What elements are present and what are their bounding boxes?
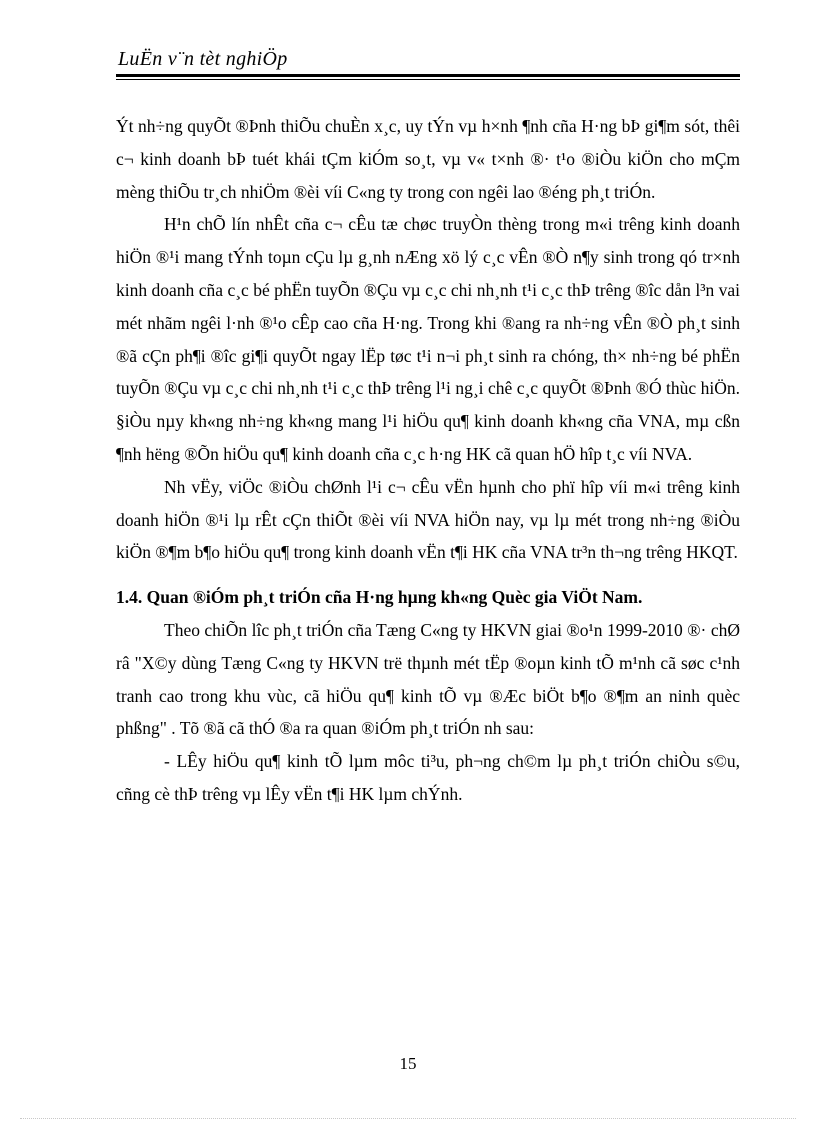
running-header-title: LuËn v¨n tèt nghiÖp (118, 48, 288, 70)
body-text (116, 110, 740, 811)
page-number: 15 (399, 1054, 417, 1073)
page-bottom-border (20, 1118, 796, 1119)
bullet-paragraph: - LÊy hiÖu qu¶ kinh tÕ lµm môc ti³u, ph¬ng ch©m lµ ph¸t triÓn chiÒu s©u, cñng cè thÞ trêng vµ lÊy vËn t¶i HK lµm chÝnh. (116, 751, 740, 804)
section-heading: 1.4. Quan ®iÓm ph¸t triÓn cña H·ng hµng kh«ng Quèc gia ViÖt Nam. (116, 587, 643, 608)
header-rule-thin (116, 79, 740, 80)
paragraph-continued: Ýt nh÷ng quyÕt ®Þnh thiÕu chuÈn x¸c, uy tÝn vµ h×nh ¶nh cña H·ng bÞ gi¶m sót, thêi c¬ kinh doanh bÞ tuét khái tÇm kiÓm so¸t, vµ v« t×nh ®· t¹o ®iÒu kiÖn cho mÇm mèng thiÕu tr¸ch nhiÖm ®èi víi C«ng ty trong con ngêi lao ®éng ph¸t triÓn. (116, 116, 740, 202)
paragraph: Theo chiÕn lîc ph¸t triÓn cña Tæng C«ng ty HKVN giai ®o¹n 1999-2010 ®· chØ râ "X©y dùng Tæng C«ng ty HKVN trë thµnh mét tËp ®oµn kinh tÕ m¹nh cã søc c¹nh tranh cao trong khu vùc, cã hiÖu qu¶ kinh tÕ vµ ®Æc biÖt b¶o ®¶m an ninh quèc phßng" . Tõ ®ã cã thÓ ®a ra quan ®iÓm ph¸t triÓn nh sau: (116, 619, 740, 739)
paragraph: H¹n chÕ lín nhÊt cña c¬ cÊu tæ chøc truyÒn thèng trong m«i trêng kinh doanh hiÖn ®¹i mang tÝnh toµn cÇu lµ g¸nh nÆng xö lý c¸c vÊn ®Ò n¶y sinh trong qó tr×nh kinh doanh cña c¸c bé phËn tuyÕn ®Çu vµ c¸c chi nh¸nh t¹i c¸c thÞ trêng ®îc dån l³n vai mét nhãm ngêi l·nh ®¹o cÊp cao cña H·ng. Trong khi ®ang ra nh÷ng vÊn ®Ò ph¸t sinh ®ã cÇn ph¶i ®îc gi¶i quyÕt ngay lËp tøc t¹i n¬i ph¸t sinh ra chóng, th× nh÷ng bé phËn tuyÕn ®Çu vµ c¸c chi nh¸nh t¹i c¸c thÞ trêng l¹i ng¸i chê c¸c quyÕt ®Þnh ®Ó thùc hiÖn. §iÒu nµy kh«ng nh÷ng kh«ng mang l¹i hiÖu qu¶ kinh doanh kh«ng cña VNA, mµ cßn ¶nh hëng ®Õn hiÖu qu¶ kinh doanh cña c¸c h·ng HK cã quan hÖ hîp t¸c víi NVA. (116, 214, 740, 464)
header-rule-thick (116, 74, 740, 77)
paragraph: Nh vËy, viÖc ®iÒu chØnh l¹i c¬ cÊu vËn hµnh cho phï hîp víi m«i trêng kinh doanh hiÖn ®¹i lµ rÊt cÇn thiÕt ®èi víi NVA hiÖn nay, vµ lµ mét trong nh÷ng ®iÒu kiÖn ®¶m b¶o hiÖu qu¶ trong kinh doanh vËn t¶i HK cña VNA tr³n th¬ng trêng HKQT. (116, 476, 740, 563)
